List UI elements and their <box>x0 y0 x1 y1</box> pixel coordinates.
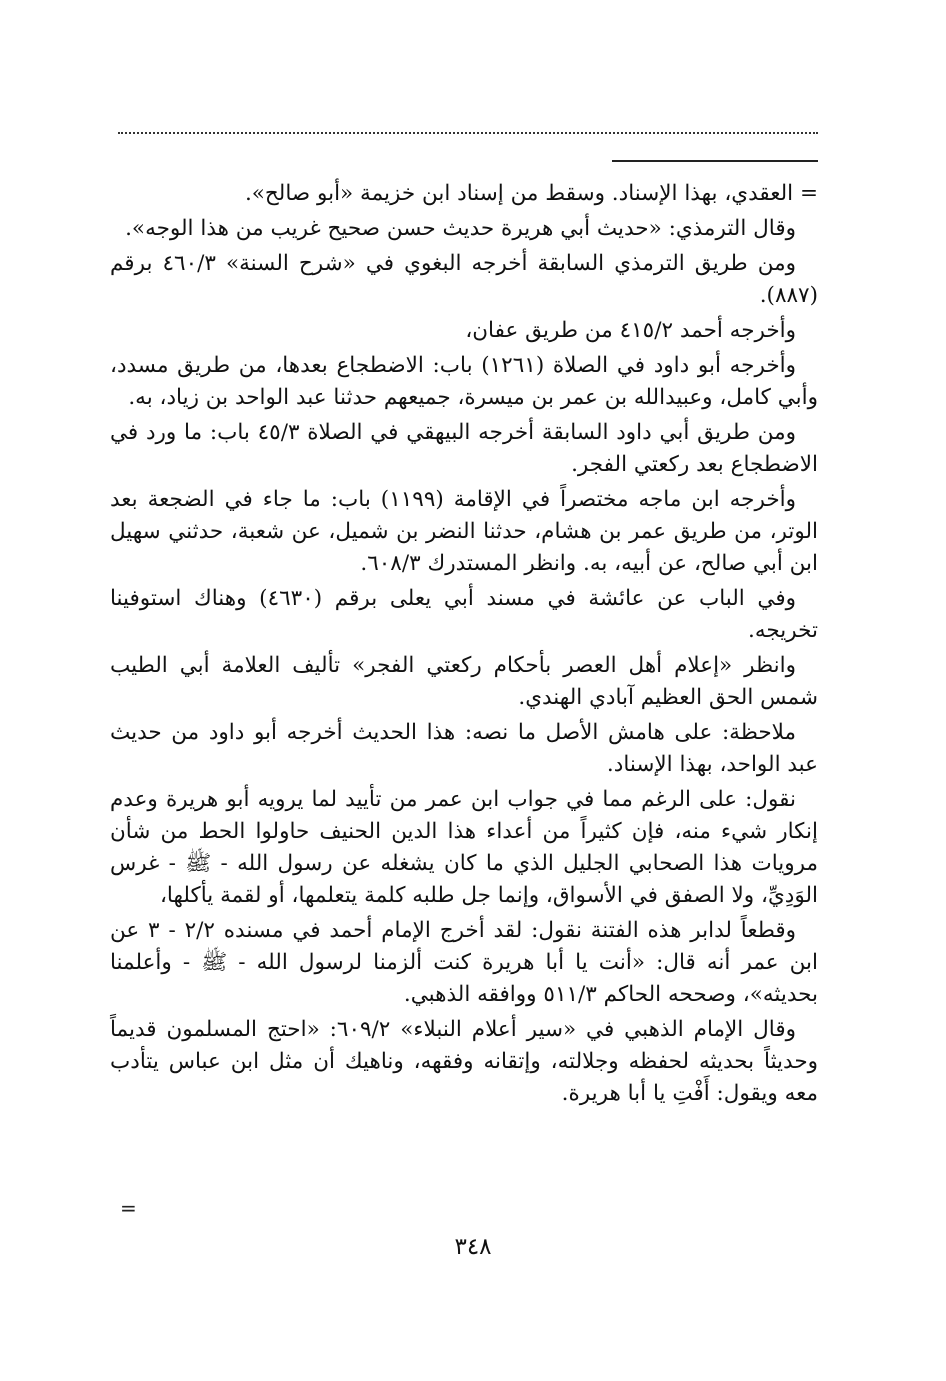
paragraph-baghawi: ومن طريق الترمذي السابقة أخرجه البغوي في «شرح السنة» ٤٦٠/٣ برقم (٨٨٧). <box>110 251 818 308</box>
page-number: ٣٤٨ <box>454 1234 492 1260</box>
paragraph-ahmad: وأخرجه أحمد ٤١٥/٢ من طريق عفان، <box>465 318 796 343</box>
paragraph-abu-dawud: وأخرجه أبو داود في الصلاة (١٢٦١) باب: الاضطجاع بعدها، من طريق مسدد، وأبي كامل، وعبيدالله بن عمر بن ميسرة، جميعهم حدثنا عبد الواحد بن زياد، به. <box>110 353 818 410</box>
footnote-body <box>110 178 818 1113</box>
paragraph-comment: نقول: على الرغم مما في جواب ابن عمر من تأييد لما يرويه أبو هريرة وعدم إنكار شيء منه، فإن كثيراً من أعداء هذا الدين الحنيف حاولوا الحط من شأن مرويات هذا الصحابي الجليل الذي ما كان يشغله عن رسول الله - ﷺ - غرس الوَدِيِّ، ولا الصفق في الأسواق، وإنما جل طلبه كلمة يتعلمها، أو لقمة يأكلها، <box>110 787 818 908</box>
paragraph-ahmad-musnad: وقطعاً لدابر هذه الفتنة نقول: لقد أخرج الإمام أحمد في مسنده ٢/٢ - ٣ عن ابن عمر أنه قال: «أنت يا أبا هريرة كنت ألزمنا لرسول الله - ﷺ - وأعلمنا بحديثه»، وصححه الحاكم ٥١١/٣ ووافقه الذهبي. <box>110 918 818 1007</box>
paragraph-dhahabi: وقال الإمام الذهبي في «سير أعلام النبلاء» ٦٠٩/٢: «احتج المسلمون قديماً وحديثاً بحديثه لحفظه وجلالته، وإتقانه وفقهه، وناهيك أن مثل ابن عباس يتأدب معه ويقول: أَفْتِ يا أبا هريرة. <box>110 1017 818 1106</box>
dotted-separator <box>118 132 818 134</box>
paragraph-note: ملاحظة: على هامش الأصل ما نصه: هذا الحديث أخرجه أبو داود من حديث عبد الواحد، بهذا الإسناد. <box>110 720 818 777</box>
paragraph-bayhaqi: ومن طريق أبي داود السابقة أخرجه البيهقي في الصلاة ٤٥/٣ باب: ما ورد في الاضطجاع بعد ركعتي الفجر. <box>110 420 818 477</box>
continuation-mark: = <box>120 1196 137 1220</box>
footnote-rule <box>612 160 818 162</box>
paragraph-see-also: وانظر «إعلام أهل العصر بأحكام ركعتي الفجر» تأليف العلامة أبي الطيب شمس الحق العظيم آبادي الهندي. <box>110 653 818 710</box>
paragraph-continuation: = العقدي، بهذا الإسناد. وسقط من إسناد ابن خزيمة «أبو صالح». <box>244 181 818 206</box>
paragraph-tirmidhi: وقال الترمذي: «حديث أبي هريرة حديث حسن صحيح غريب من هذا الوجه». <box>125 216 796 241</box>
paragraph-ibn-majah: وأخرجه ابن ماجه مختصراً في الإقامة (١١٩٩) باب: ما جاء في الضجعة بعد الوتر، من طريق عمر بن هشام، حدثنا النضر بن شميل، عن شعبة، حدثني سهيل ابن أبي صالح، عن أبيه، به. وانظر المستدرك ٦٠٨/٣. <box>110 487 818 576</box>
paragraph-aisha: وفي الباب عن عائشة في مسند أبي يعلى برقم (٤٦٣٠) وهناك استوفينا تخريجه. <box>110 586 818 643</box>
